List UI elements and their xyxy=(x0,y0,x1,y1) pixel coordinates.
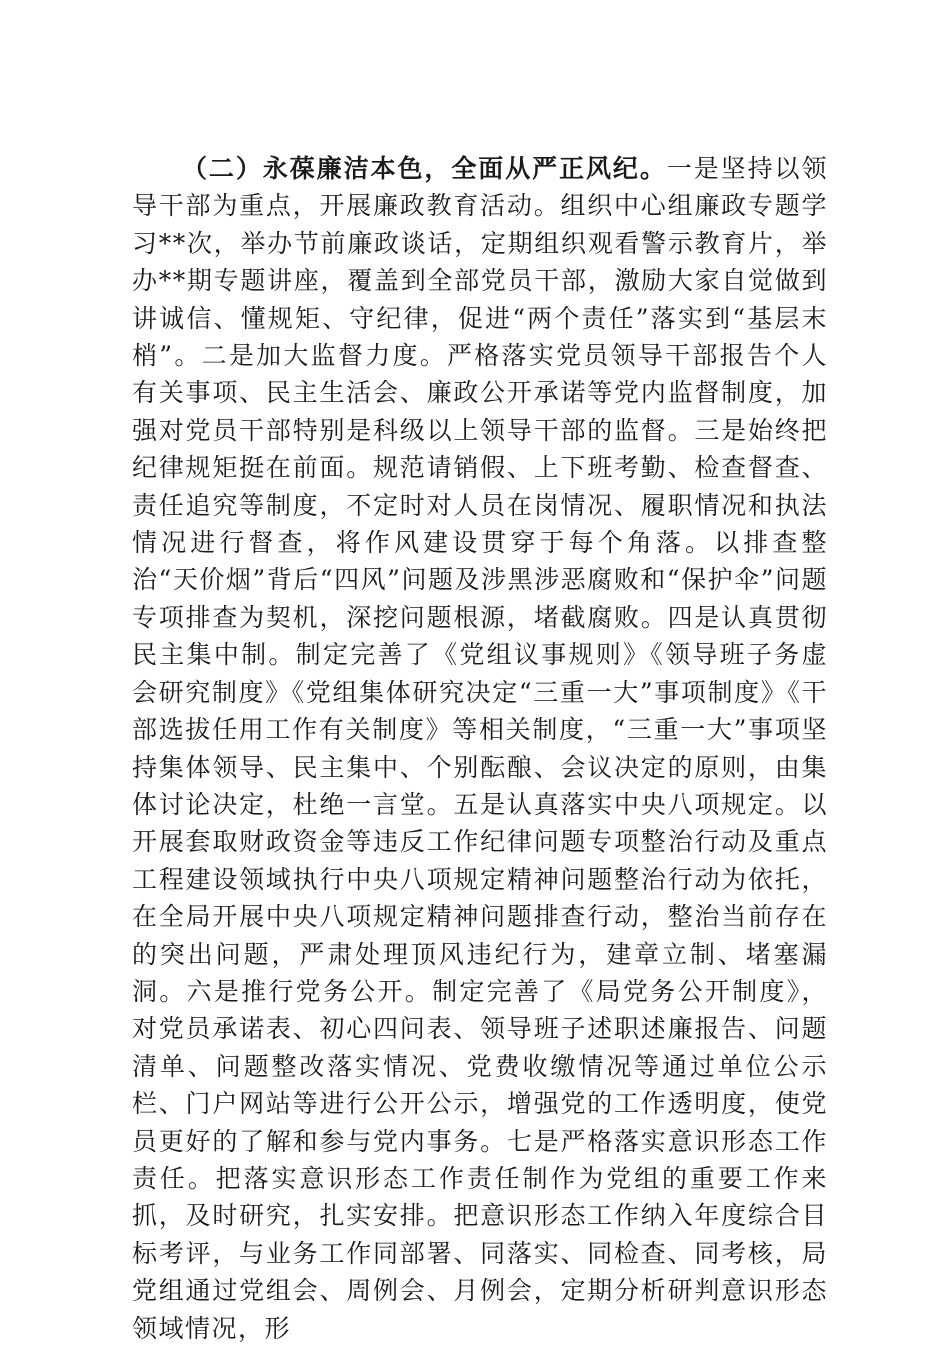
section-heading: （二）永葆廉洁本色，全面从严正风纪。 xyxy=(182,154,667,183)
paragraph-text: 一是坚持以领导干部为重点，开展廉政教育活动。组织中心组廉政专题学习**次，举办节前廉政谈话，定期组织观看警示教育片，举办**期专题讲座，覆盖到全部党员干部，激励大家自觉做到讲诚信、懂规矩、守纪律，促进“两个责任”落实到“基层末梢”。二是加大监督力度。严格落实党员领导干部报告个人有关事项、民主生活会、廉政公开承诺等党内监督制度，加强对党员干部特别是科级以上领导干部的监督。三是始终把纪律规矩挺在前面。规范请销假、上下班考勤、检查督查、责任追究等制度，不定时对人员在岗情况、履职情况和执法情况进行督查，将作风建设贯穿于每个角落。以排查整治“天价烟”背后“四风”问题及涉黑涉恶腐败和“保护伞”问题专项排查为契机，深挖问题根源，堵截腐败。四是认真贯彻民主集中制。制定完善了《党组议事规则》《领导班子务虚会研究制度》《党组集体研究决定“三重一大”事项制度》《干部选拔任用工作有关制度》等相关制度，“三重一大”事项坚持集体领导、民主集中、个别酝酿、会议决定的原则，由集体讨论决定，杜绝一言堂。五是认真落实中央八项规定。以开展套取财政资金等违反工作纪律问题专项整治行动及重点工程建设领域执行中央八项规定精神问题整治行动为依托，在全局开展中央八项规定精神问题排查行动，整治当前存在的突出问题，严肃处理顶风违纪行为，建章立制、堵塞漏洞。六是推行党务公开。制定完善了《局党务公开制度》，对党员承诺表、初心四问表、领导班子述职述廉报告、问题清单、问题整改落实情况、党费收缴情况等通过单位公示栏、门户网站等进行公开公示，增强党的工作透明度，使党员更好的了解和参与党内事务。七是严格落实意识形态工作责任。把落实意识形态工作责任制作为党组的重要工作来抓，及时研究，扎实安排。把意识形态工作纳入年度综合目标考评，与业务工作同部署、同落实、同检查、同考核，局党组通过党组会、周例会、月例会，定期分析研判意识形态领域情况，形 xyxy=(132,154,828,1343)
body-paragraph xyxy=(132,150,828,1347)
